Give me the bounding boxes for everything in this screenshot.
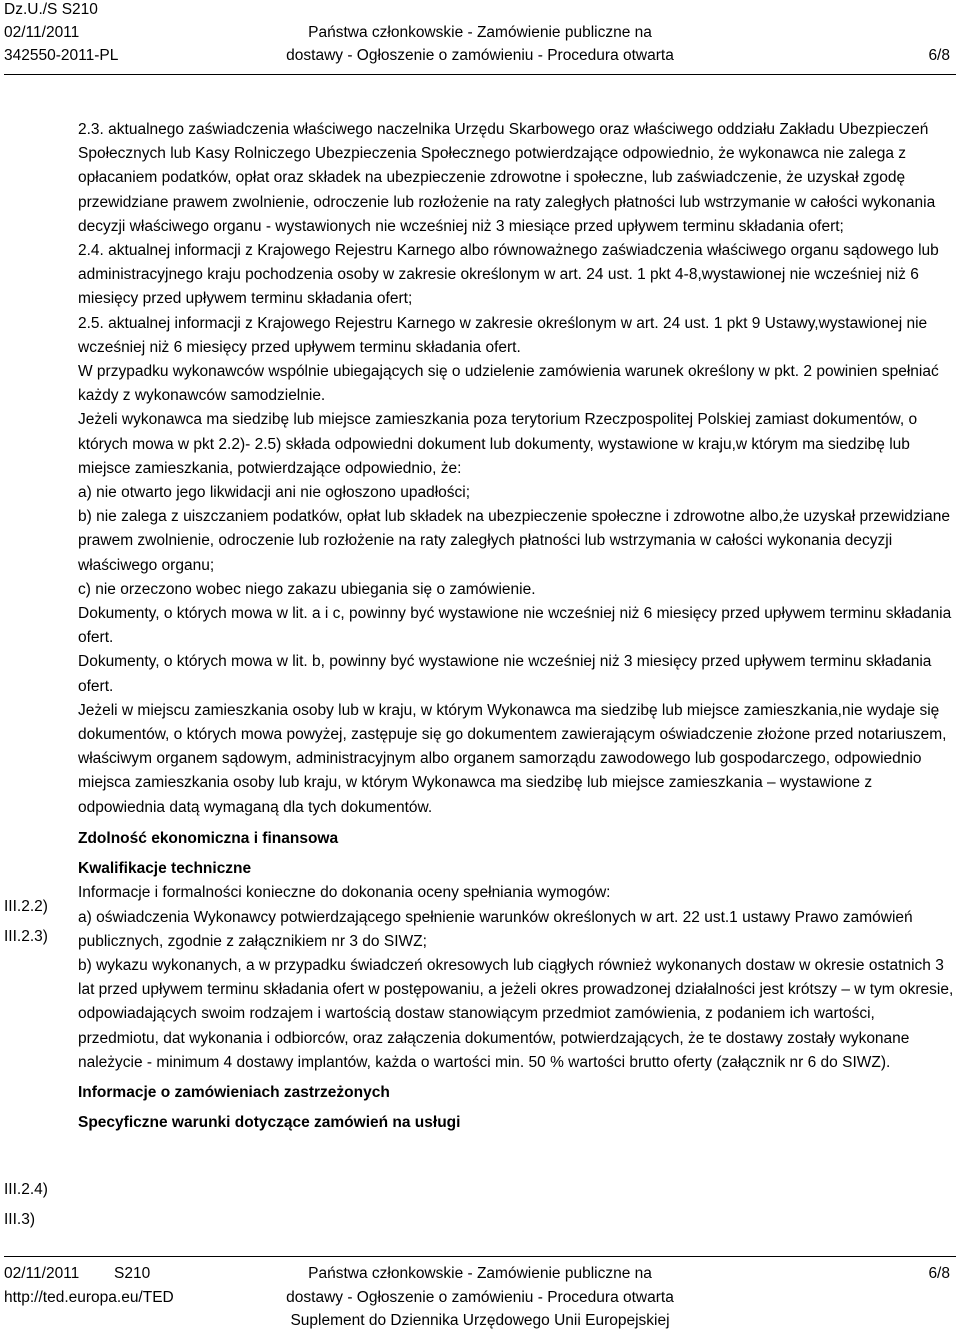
- section-economic-title: Zdolność ekonomiczna i finansowa: [78, 829, 339, 847]
- paragraph: 2.5. aktualnej informacji z Krajowego Rejestru Karnego w zakresie określonym w art. 24 ust. 1 pkt 9 Ustawy,wystawionej nie wcześniej niż 6 miesięcy przed upływem terminu składania ofert.: [78, 314, 928, 356]
- header-title-1: Państwa członkowskie - Zamówienie publiczne na: [308, 24, 652, 41]
- footer-page-number: 6/8: [928, 1265, 950, 1282]
- notice-number: 342550-2011-PL: [4, 47, 119, 64]
- header-page-number: 6/8: [928, 47, 950, 64]
- document-body: [78, 118, 958, 1135]
- paragraph: Jeżeli wykonawca ma siedzibę lub miejsce zamieszkania poza terytorium Rzeczpospolitej Polskiej zamiast dokumentów, o których mowa w pkt 2.2)- 2.5) składa odpowiedni dokument lub dokumenty, wystawione w kraju,w którym ma siedzibę lub miejsce zamieszkania, potwierdzające odpowiednio, że:: [78, 411, 918, 477]
- header-rule: [4, 74, 956, 75]
- footer-supplement: Suplement do Dziennika Urzędowego Unii Europejskiej: [290, 1312, 670, 1329]
- side-label-iii-2-4: III.2.4): [4, 1181, 48, 1198]
- page-footer: [0, 1262, 960, 1334]
- paragraph: 2.4. aktualnej informacji z Krajowego Rejestru Karnego albo równoważnego zaświadczenia właściwego organu sądowego lub administracyjnego kraju pochodzenia osoby w zakresie określonym w art. 24 ust. 1 pkt 4-8,wystawionej nie wcześniej niż 6 miesięcy przed upływem terminu składania ofert;: [78, 242, 939, 308]
- paragraph: Dokumenty, o których mowa w lit. a i c, powinny być wystawione nie wcześniej niż 6 miesięcy przed upływem terminu składania ofert.: [78, 605, 952, 647]
- paragraph: Dokumenty, o których mowa w lit. b, powinny być wystawione nie wcześniej niż 3 miesięcy przed upływem terminu składania ofert.: [78, 653, 932, 695]
- header-date: 02/11/2011: [4, 24, 80, 41]
- footer-series: S210: [114, 1265, 151, 1282]
- side-label-iii-2-2: III.2.2): [4, 898, 48, 915]
- paragraph: Informacje i formalności konieczne do dokonania oceny spełniania wymogów:: [78, 884, 611, 902]
- paragraph: b) nie zalega z uiszczaniem podatków, opłat lub składek na ubezpieczenie społeczne i zdrowotne albo,że uzyskał przewidziane prawem zwolnienie, odroczenie lub rozłożenie na raty zaległych płatności lub wstrzymania w całości wykonania decyzji właściwego organu;: [78, 508, 950, 574]
- header-title-2: dostawy - Ogłoszenie o zamówieniu - Procedura otwarta: [286, 47, 674, 64]
- paragraph: a) oświadczenia Wykonawcy potwierdzającego spełnienie warunków określonych w art. 22 ust.1 ustawy Prawo zamówień publicznych, zgodnie z załącznikiem nr 3 do SIWZ;: [78, 908, 913, 950]
- footer-center: [0, 1262, 960, 1333]
- footer-title-1: Państwa członkowskie - Zamówienie publiczne na: [308, 1265, 652, 1282]
- page-header: [0, 0, 960, 74]
- footer-date: 02/11/2011: [4, 1265, 80, 1282]
- journal-ref: Dz.U./S S210: [4, 1, 98, 18]
- paragraph: W przypadku wykonawców wspólnie ubiegających się o udzielenie zamówienia warunek określony w pkt. 2 powinien spełniać każdy z wykonawców samodzielnie.: [78, 363, 939, 405]
- footer-url: http://ted.europa.eu/TED: [4, 1288, 174, 1306]
- paragraph: c) nie orzeczono wobec niego zakazu ubiegania się o zamówienie.: [78, 580, 536, 598]
- section-services-title: Specyficzne warunki dotyczące zamówień na usługi: [78, 1114, 461, 1132]
- paragraph: b) wykazu wykonanych, a w przypadku świadczeń okresowych lub ciągłych również wykonanych dostaw w okresie ostatnich 3 lat przed upływem terminu składania ofert w postępowaniu, a jeżeli okres prowadzonej działalności jest krótszy – w tym okresie, odpowiadających swoim rodzajem i wartością dostaw stanowiącym przedmiot zamówienia, z podaniem ich wartości, przedmiotu, dat wykonania i odbiorców, oraz załączenia dokumentów, potwierdzających, że te dostawy zostały wykonane należycie - minimum 4 dostawy implantów, każda o wartości min. 50 % wartości brutto oferty (załącznik nr 6 do SIWZ).: [78, 956, 954, 1071]
- paragraph: a) nie otwarto jego likwidacji ani nie ogłoszono upadłości;: [78, 484, 471, 502]
- footer-rule: [4, 1256, 956, 1257]
- section-reserved-title: Informacje o zamówieniach zastrzeżonych: [78, 1083, 390, 1101]
- paragraph: 2.3. aktualnego zaświadczenia właściwego naczelnika Urzędu Skarbowego oraz właściwego oddziału Zakładu Ubezpieczeń Społecznych lub Kasy Rolniczego Ubezpieczenia Społecznego potwierdzające odpowiednio, że wykonawca nie zalega z opłacaniem podatków, opłat oraz składek na ubezpieczenie zdrowotne i społeczne, lub zaświadczenie, że uzyskał zgodę przewidziane prawem zwolnienie, odroczenie lub rozłożenie na raty zaległych płatności lub wstrzymanie w całości wykonania decyzji właściwego organu - wystawionych nie wcześniej niż 3 miesiące przed upływem terminu składania ofert;: [78, 121, 936, 235]
- paragraph: Jeżeli w miejscu zamieszkania osoby lub w kraju, w którym Wykonawca ma siedzibę lub miejsce zamieszkania,nie wydaje się dokumentów, o których mowa powyżej, zastępuje się go dokumentem zawierającym oświadczenie złożone przed notariuszem, właściwym organem sądowym, administracyjnym albo organem samorządu zawodowego lub gospodarczego, odpowiednio miejsca zamieszkania osoby lub kraju, w którym Wykonawca ma siedzibę lub miejsce zamieszkania – wystawione z odpowiednia datą wymaganą dla tych dokumentów.: [78, 701, 947, 816]
- footer-title-2: dostawy - Ogłoszenie o zamówieniu - Procedura otwarta: [286, 1288, 674, 1306]
- section-technical-title: Kwalifikacje techniczne: [78, 860, 252, 878]
- side-label-iii-2-3: III.2.3): [4, 928, 48, 945]
- side-label-iii-3: III.3): [4, 1211, 36, 1228]
- header-center: [0, 21, 960, 67]
